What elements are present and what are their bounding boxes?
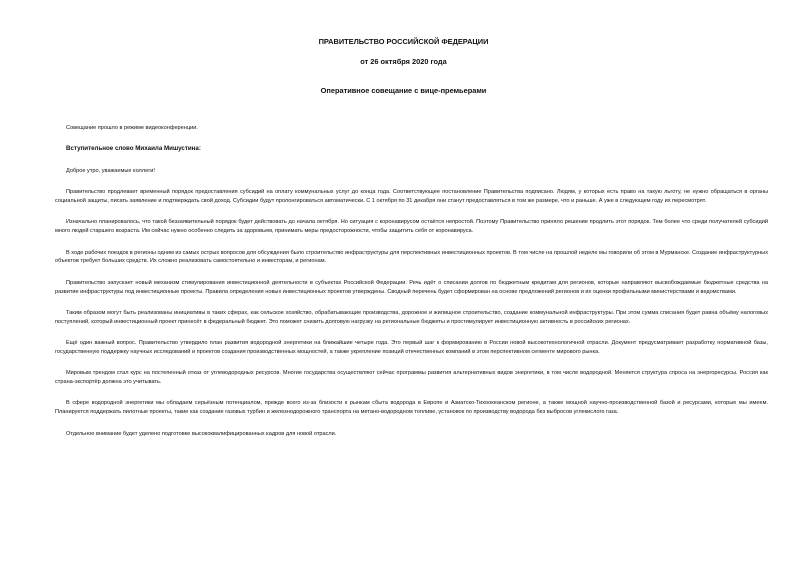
body-paragraph: В сфере водородной энергетики мы обладаем серьёзным потенциалом, прежде всего из-за близости к рынкам сбыта водорода в Европе и Азиатско-Тихоокеанском регионе, а также мощной научно-производственной базой и ресурсами, которые мы имеем. Планируется поддержать пилотные проекты, такие как создание газовых турбин и железнодорожного транспорта на метано-водородном топливе, установок по производству водорода без выбросов углекислого газа. <box>55 400 768 416</box>
body-paragraph: Изначально планировалось, что такой беззаявительный порядок будет действовать до начала октября. Но ситуация с коронавирусом остаётся непростой. Поэтому Правительство приняло решение продлить этот порядок. Тем более что среди получателей субсидий много людей старшего возраста. Им сейчас нужно особенно следить за здоровьем, принимать меры предосторожности, чтобы защитить себя от коронавируса. <box>55 219 768 235</box>
greeting-paragraph: Доброе утро, уважаемые коллеги! <box>66 167 155 174</box>
body-paragraph: Мировым трендом стал курс на постепенный отказ от углеводородных ресурсов. Многие государства осуществляют сейчас программы развития альтернативных видов энергетики, в том числе водородной. Меняется структура спроса на энергоресурсы. Россия как страна-экспортёр должна это учитывать. <box>55 370 768 386</box>
body-paragraph: Отдельное внимание будет уделено подготовке высококвалифицированных кадров для новой отрасли. <box>66 430 337 437</box>
document-body <box>55 124 768 451</box>
document-date: от 26 октября 2020 года <box>360 57 447 66</box>
body-paragraph: Правительство запускает новый механизм стимулирования инвестиционной деятельности в субъектах Российской Федерации. Речь идёт о списании долгов по бюджетным кредитам для регионов, которые направляют высвобождаемые бюджетные средства на развитие инфраструктуры под инвестиционные проекты. Правила определения новых инвестиционных проектов утверждены. Сводный перечень будет сформирован на основе предложений регионов и их оценки профильными министерствами и ведомствами. <box>55 279 768 295</box>
body-paragraph: Ещё один важный вопрос. Правительство утвердило план развития водородной энергетики на ближайшие четыре года. Это первый шаг к формированию в России новой высокотехнологичной отрасли. Документ предусматривает разработку нормативной базы, государственную поддержку научных исследований и проектов создания производственных мощностей, а также укрепление позиций отечественных компаний в этом перспективном сегменте мирового рынка. <box>55 340 768 355</box>
body-paragraph: Правительство продлевает временный порядок предоставления субсидий на оплату коммунальных услуг до конца года. Соответствующее постановление Правительства подписано. Людям, у которых есть право на такую льготу, не нужно обращаться в органы социальной защиты, писать заявление и подтверждать свой доход. Субсидии будут пролонгироваться автоматически. С 1 октября по 31 декабря они станут предоставляться в том же размере, что и раньше. А уже в следующем году их пересмотрят. <box>55 189 768 204</box>
speaker-heading: Вступительное слово Михаила Мишустина: <box>66 145 201 153</box>
organization-heading: ПРАВИТЕЛЬСТВО РОССИЙСКОЙ ФЕДЕРАЦИИ <box>318 37 489 46</box>
body-paragraph: В ходе рабочих поездок в регионы одним из самых острых вопросов для обсуждения было строительство инфраструктуры для перспективных инвестиционных проектов. В том числе на прошлой неделе мы говорили об этом в Мурманске. Создание инфраструктурных объектов требует больших средств. Их сложно реализовать самостоятельно и инвесторам, и регионам. <box>55 249 768 265</box>
document-title: Оперативное совещание с вице-премьерами <box>320 86 487 95</box>
body-paragraph: Таким образом могут быть реализованы инициативы в таких сферах, как сельское хозяйство, обрабатывающие производства, дорожное и жилищное строительство, создание коммунальной инфраструктуры. При этом сумма списания будет равна объёму налоговых поступлений, который инвестиционный проект принесёт в федеральный бюджет. Это поможет снизить долговую нагрузку на региональные бюджеты и простимулирует инвестиционную активность в российских регионах. <box>55 309 768 325</box>
intro-paragraph: Совещание прошло в режиме видеоконференции. <box>66 125 198 131</box>
